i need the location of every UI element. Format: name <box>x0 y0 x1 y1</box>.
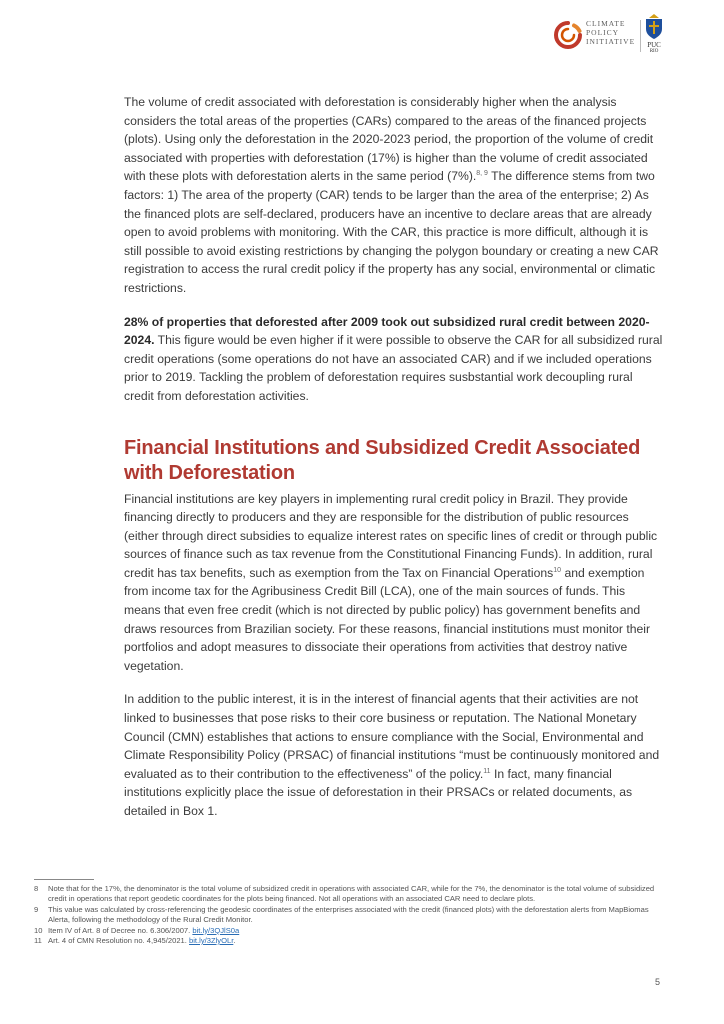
p1-text-a: The volume of credit associated with deforestation is considerably higher when the analysis considers the total areas of the properties (CARs) compared to the areas of the financed projects (plots). Using only the deforestation in the 2020-2023 period, the proportion of the volume of credit associated with properties with deforestation (17%) is higher than the volume of credit associated with these plots with deforestation alerts in the same period (7%). <box>124 95 654 184</box>
header-logos <box>553 14 711 60</box>
footnote-9 <box>34 905 664 926</box>
footnote-ref-11[interactable]: 11 <box>483 767 491 775</box>
footnote-11 <box>34 936 664 946</box>
footnote-punct: . <box>233 936 236 946</box>
p4-text-b: In fact, many financial institutions explicitly place the issue of deforestation in their PRSACs or related documents, as detailed in Box 1. <box>124 766 633 818</box>
footnote-ref-10[interactable]: 10 <box>553 566 562 574</box>
footnote-divider <box>34 879 94 880</box>
paragraph-cred-volume <box>124 93 664 298</box>
footnote-number: 8 <box>34 884 39 893</box>
footnote-text: Art. 4 of CMN Resolution no. 4,945/2021. <box>48 936 189 946</box>
cpi-logo-icon <box>553 20 583 50</box>
footnote-link[interactable]: bit.ly/3ZlyOLr <box>189 936 234 946</box>
footnote-text: Note that for the 17%, the denominator is the total volume of subsidized credit in operations with associated CAR, while for the 7%, the denominator is the total volume of subsidized credit in operations that report geodetic coordinates for the plots being financed. Not all operations with an associated CAR need to declare plots. <box>48 884 655 904</box>
footnote-link[interactable]: bit.ly/3QJlS0a <box>192 925 240 935</box>
footnote-number: 11 <box>34 936 42 946</box>
puc-sub: RIO <box>649 49 659 54</box>
p4-text-a: In addition to the public interest, it is in the interest of financial agents that their activities are not linked to businesses that pose risks to their core business or reputation. The National Monetary Council (CMN) establishes that actions to ensure compliance with the Social, Environmental and Climate Responsibility Policy (PRSAC) of financial institutions “must be continuously monitored and evaluated as to their contribution to the effectiveness” of the policy. <box>124 692 660 781</box>
footnote-10 <box>34 926 664 936</box>
p3-text-a: Financial institutions are key players in implementing rural credit policy in Brazil. They provide financing directly to producers and they are responsible for the distribution of public resources (either through direct subsidies to equalize interest rates on specific lines of credit or through public sources of finance such as tax revenue from the Constitutional Financing Funds). In addition, rural credit has tax benefits, such as exemption from the Tax on Financial Operations <box>124 491 658 580</box>
footnote-text: This value was calculated by cross-referencing the geodesic coordinates of the enterprises associated with the credit (financed plots) with the deforestation alerts from MapBiomas Alerta, following the methodology of the Rural Credit Monitor. <box>48 904 649 925</box>
page-number: 5 <box>655 977 661 987</box>
main-content <box>124 93 664 821</box>
footnotes <box>34 884 664 946</box>
puc-name: PUC <box>647 41 661 49</box>
footnote-number: 9 <box>34 904 39 914</box>
puc-label <box>640 41 668 55</box>
footnote-ref-8-9[interactable]: 8, 9 <box>476 170 488 178</box>
paragraph-28-percent <box>124 313 664 406</box>
footnote-8 <box>34 884 664 905</box>
paragraph-public-interest <box>124 690 664 820</box>
section-heading: Financial Institutions and Subsidized Credit Associated with Deforestation <box>124 436 641 484</box>
paragraph-financial-institutions <box>124 490 664 676</box>
cpi-word-1: CLIMATE <box>586 19 626 28</box>
footnote-number: 10 <box>34 925 43 935</box>
p2-text: This figure would be even higher if it were possible to observe the CAR for all subsidized rural credit operations (some operations do not have an associated CAR) and if we included operations prior to 2019. Tackling the problem of deforestation requires susbstantial work decoupling rural credit from deforestation activities. <box>124 333 663 403</box>
cpi-word-2: POLICY <box>586 28 620 37</box>
footnote-text: Item IV of Art. 8 of Decree no. 6.306/2007. <box>48 925 193 935</box>
p1-text-b: The difference stems from two factors: 1) The area of the property (CAR) tends to be larger than the area of the enterprise; 2) As the financed plots are self-declared, producers have an incentive to declare areas that are already open to avoid problems with monitoring. With the CAR, this practice is more difficult, although it is still possible to avoid existing restrictions by changing the polygon boundary or creating a new CAR registration to access the rural credit policy if the property has any social, environmental or climatic restrictions. <box>124 169 659 295</box>
puc-crest-icon <box>644 14 664 40</box>
cpi-wordmark <box>586 19 640 46</box>
p3-text-b: and exemption from income tax for the Agribusiness Credit Bill (LCA), one of the main sources of funds. This means that even free credit (which is not directed by public policy) has government benefits and draws resources from Brazilian society. For these reasons, financial institutions must monitor their portfolios and adopt measures to dissociate their operations from activities that destroy native vegetation. <box>124 565 651 673</box>
p2-bold-lead: 28% of properties that deforested after 2009 took out subsidized rural credit between 2020-2024. <box>124 314 650 348</box>
cpi-word-3: INITIATIVE <box>586 37 636 46</box>
